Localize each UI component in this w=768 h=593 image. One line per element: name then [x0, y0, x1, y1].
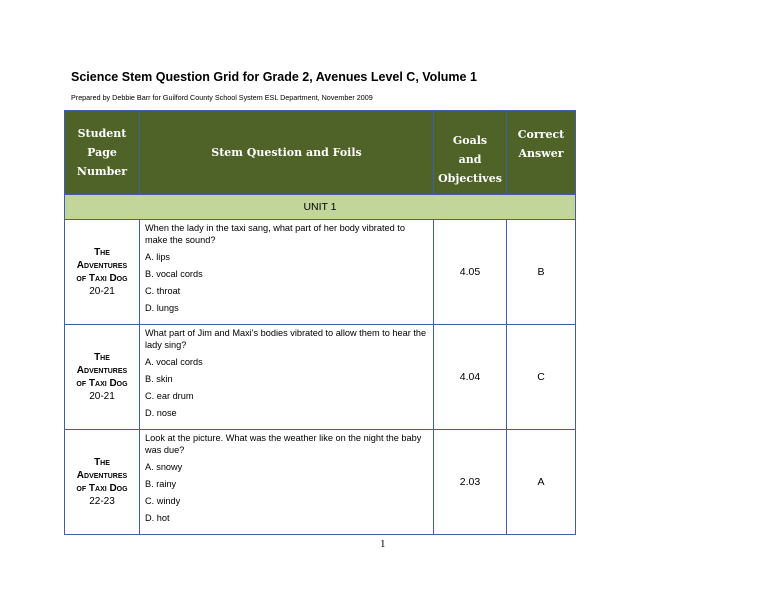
- answer-option: C. windy: [145, 496, 181, 506]
- answer-option: A. lips: [145, 252, 171, 262]
- question-grid-table: [64, 110, 576, 535]
- book-reference: [65, 220, 140, 325]
- header-line: Answer: [518, 147, 564, 160]
- document-title: Science Stem Question Grid for Grade 2, Avenues Level C, Volume 1: [71, 70, 477, 84]
- header-line: Number: [76, 165, 128, 178]
- answer-option: B. skin: [145, 374, 173, 384]
- book-pages: 20-21: [89, 286, 115, 297]
- table-row: [65, 325, 576, 430]
- correct-answer: B: [507, 220, 576, 325]
- header-stem-question: [140, 111, 434, 195]
- book-reference: [65, 325, 140, 430]
- header-line: Stem Question and Foils: [211, 146, 362, 159]
- answer-option: C. throat: [145, 286, 181, 296]
- goal-objective: 2.03: [434, 430, 507, 535]
- correct-answer: C: [507, 325, 576, 430]
- header-student-page-number: [65, 111, 140, 195]
- answer-option: A. snowy: [145, 462, 183, 472]
- book-title-line: The: [94, 247, 110, 258]
- book-title-line: Adventures: [76, 470, 128, 481]
- header-line: Page: [87, 146, 117, 159]
- stem-question-cell: [140, 325, 434, 430]
- goal-objective: 4.05: [434, 220, 507, 325]
- book-title-line: Adventures: [76, 260, 128, 271]
- book-title-line: The: [94, 457, 110, 468]
- book-title-line: of Taxi Dog: [76, 273, 128, 284]
- correct-answer: A: [507, 430, 576, 535]
- book-reference: [65, 430, 140, 535]
- book-title-line: Adventures: [76, 365, 128, 376]
- book-pages: 20-21: [89, 391, 115, 402]
- page-number: 1: [380, 538, 386, 550]
- header-row: [65, 111, 576, 195]
- answer-option: D. lungs: [145, 303, 179, 313]
- stem-question-cell: [140, 220, 434, 325]
- header-line: Student: [77, 127, 127, 140]
- book-pages: 22-23: [89, 496, 115, 507]
- answer-option: B. rainy: [145, 479, 177, 489]
- document-subtitle: Prepared by Debbie Barr for Guilford County School System ESL Department, November 2009: [71, 93, 373, 102]
- book-title-line: of Taxi Dog: [76, 483, 128, 494]
- header-line: Goals: [452, 134, 488, 147]
- stem-question-cell: [140, 430, 434, 535]
- header-line: Correct: [517, 128, 565, 141]
- unit-row: [65, 195, 576, 220]
- stem-question: What part of Jim and Maxi's bodies vibrated to allow them to hear the lady sing?: [145, 328, 427, 350]
- book-title-line: of Taxi Dog: [76, 378, 128, 389]
- stem-question: Look at the picture. What was the weather like on the night the baby was due?: [145, 433, 422, 455]
- goal-objective: 4.04: [434, 325, 507, 430]
- answer-option: B. vocal cords: [145, 269, 203, 279]
- unit-label: UNIT 1: [65, 195, 576, 220]
- answer-option: C. ear drum: [145, 391, 194, 401]
- header-goals-objectives: [434, 111, 507, 195]
- table-row: [65, 220, 576, 325]
- header-line: Objectives: [438, 172, 502, 185]
- header-line: and: [458, 153, 482, 166]
- stem-question: When the lady in the taxi sang, what part of her body vibrated to make the sound?: [145, 223, 405, 245]
- answer-option: D. nose: [145, 408, 177, 418]
- answer-option: A. vocal cords: [145, 357, 203, 367]
- header-correct-answer: [507, 111, 576, 195]
- answer-option: D. hot: [145, 513, 170, 523]
- table-row: [65, 430, 576, 535]
- book-title-line: The: [94, 352, 110, 363]
